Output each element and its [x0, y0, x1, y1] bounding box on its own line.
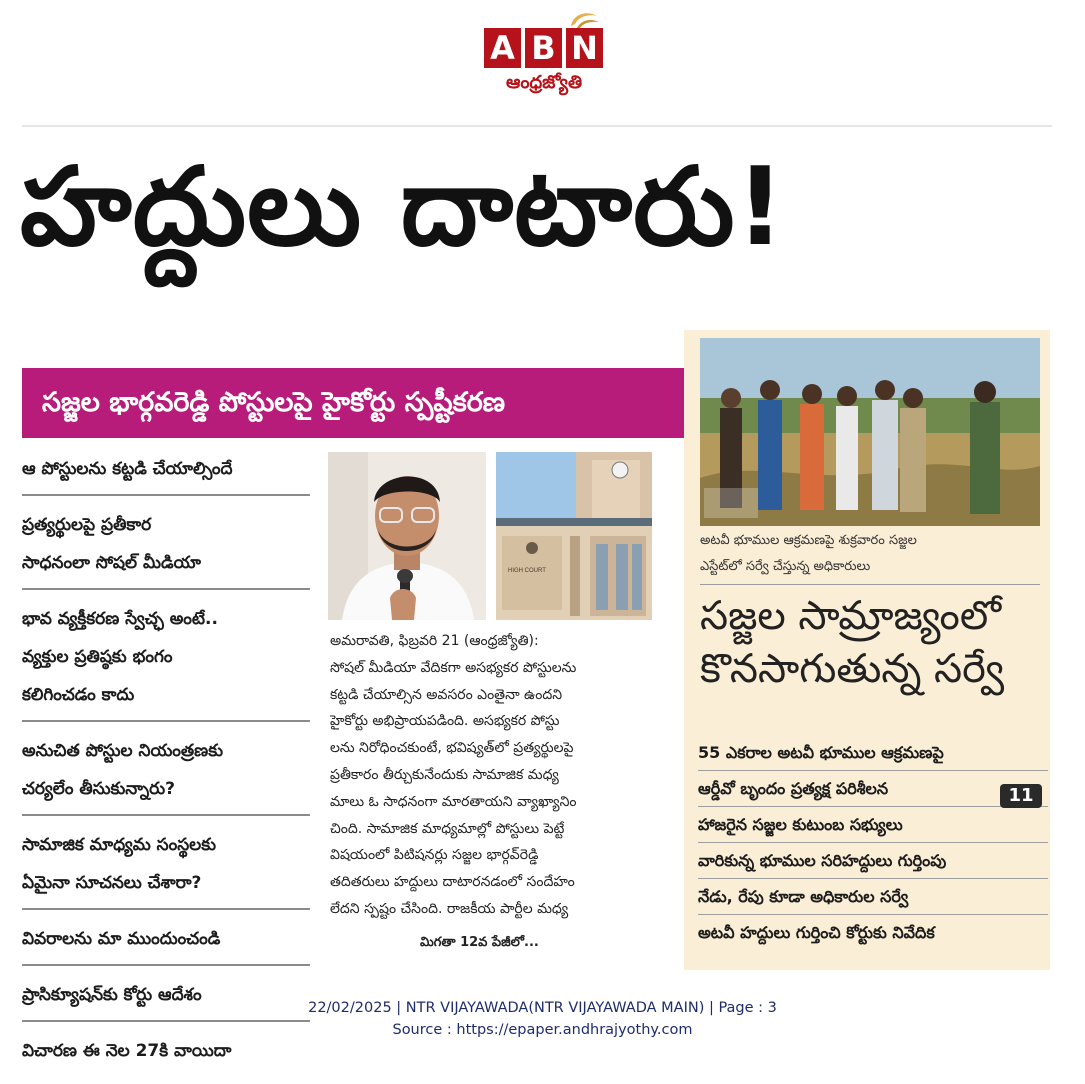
highlight-line: సాధనంలా సోషల్ మీడియా	[22, 553, 201, 573]
logo-letter-n: N	[566, 28, 603, 68]
highlight-item	[22, 918, 310, 966]
highlight-line: కలిగించడం కాదు	[22, 685, 135, 705]
side-point: ఆర్డీవో బృందం ప్రత్యక్ష పరిశీలన	[698, 771, 1048, 807]
survey-photo	[700, 338, 1040, 526]
caption-line: ఎస్టేట్‌లో సర్వే చేస్తున్న అధికారులు	[700, 559, 871, 574]
article-line: ప్రతీకారం తీర్చుకునేందుకు సామాజిక మధ్య	[330, 766, 559, 783]
highlight-line: ఏమైనా సూచనలు చేశారా?	[22, 873, 202, 893]
logo-letter-a: A	[484, 28, 521, 68]
highlight-line: వివరాలను మా ముందుంచండి	[22, 929, 221, 949]
article-line: చింది. సామాజిక మాధ్యమాల్లో పోస్టులు పెట్టే	[330, 820, 565, 837]
side-point: హాజరైన సజ్జల కుటుంబ సభ్యులు	[698, 807, 1048, 843]
article-line: హైకోర్టు అభిప్రాయపడింది. అసభ్యకర పోస్టు	[330, 713, 560, 730]
article-line: కట్టడి చేయాల్సిన అవసరం ఎంతైనా ఉందని	[330, 686, 563, 703]
continued-note: మిగతా 12వ పేజీలో...	[420, 935, 539, 950]
survey-photo-art	[700, 338, 1040, 526]
highlight-line: ఆ పోస్టులను కట్టడి చేయాల్సిందే	[22, 459, 233, 479]
footer-date-edition: 22/02/2025 | NTR VIJAYAWADA(NTR VIJAYAWADA MAIN) | Page : 3	[308, 1000, 777, 1016]
highlight-item	[22, 598, 310, 722]
article-line: తదితరులు హద్దులు దాటారనడంలో సందేహం	[330, 874, 575, 891]
article-line: లేదని స్పష్టం చేసింది. రాజకీయ పార్టీల మధ్య	[330, 900, 569, 917]
side-story-points	[698, 735, 1048, 950]
highlight-line: ప్రాసిక్యూషన్‌కు కోర్టు ఆదేశం	[22, 985, 202, 1005]
logo-swirl-icon	[567, 8, 601, 30]
article-line: అమరావతి, ఫిబ్రవరి 21 (ఆంధ్రజ్యోతి):	[330, 633, 539, 649]
court-sign: HIGH COURT	[508, 568, 546, 574]
side-point: అటవీ హద్దులు గుర్తించి కోర్టుకు నివేదిక	[698, 923, 935, 942]
caption-divider	[700, 584, 1040, 585]
highlight-line: ప్రత్యర్థులపై ప్రతీకార	[22, 515, 152, 535]
article-line: మాలు ఓ సాధనంగా మారతాయని వ్యాఖ్యానిం	[330, 793, 577, 810]
logo-name: ఆంధ్రజ్యోతి	[505, 72, 583, 93]
highlight-line: అనుచిత పోస్టుల నియంత్రణకు	[22, 741, 223, 761]
highlight-item	[22, 448, 310, 496]
logo-letter-b: B	[525, 28, 562, 68]
highlight-item	[22, 504, 310, 590]
top-divider	[22, 125, 1052, 127]
highlight-item	[22, 824, 310, 910]
speaker-photo-art	[328, 452, 486, 620]
speaker-photo	[328, 452, 486, 620]
side-point: 55 ఎకరాల అటవీ భూముల ఆక్రమణపై	[698, 735, 1048, 771]
caption-line: అటవీ భూముల ఆక్రమణపై శుక్రవారం సజ్జల	[700, 533, 917, 548]
highlight-line: విచారణ ఈ నెల 27కి వాయిదా	[22, 1041, 232, 1061]
article-body	[330, 628, 652, 923]
highlight-line: చర్యలేం తీసుకున్నారు?	[22, 779, 175, 799]
side-story-heading	[700, 590, 1045, 696]
abn-logo	[484, 8, 604, 98]
article-line: సోషల్ మీడియా వేదికగా అసభ్యకర పోస్టులను	[330, 659, 577, 676]
side-point: నేడు, రేపు కూడా అధికారుల సర్వే	[698, 879, 1048, 915]
side-point: వారికున్న భూముల సరిహద్దులు గుర్తింపు	[698, 843, 1048, 879]
article-line: విషయంలో పిటిషనర్లు సజ్జల భార్గవ్‌రెడ్డి	[330, 847, 539, 864]
high-court-photo-art	[496, 452, 652, 620]
side-heading-line: సజ్జల సామ్రాజ్యంలో	[700, 593, 1001, 639]
page-number-badge: 11	[1000, 784, 1042, 808]
footer-source-link[interactable]: Source : https://epaper.andhrajyothy.com	[392, 1022, 693, 1038]
main-headline: హద్దులు దాటారు!	[20, 145, 786, 270]
highlight-line: సామాజిక మాధ్యమ సంస్థలకు	[22, 835, 216, 855]
article-line: లను నిరోధించకుంటే, భవిష్యత్‌లో ప్రత్యర్థులపై	[330, 740, 574, 757]
highlight-line: వ్యక్తుల ప్రతిష్ఠకు భంగం	[22, 647, 173, 667]
subhead-bar: సజ్జల భార్గవరెడ్డి పోస్టులపై హైకోర్టు స్పష్టీకరణ	[22, 368, 687, 438]
footer	[0, 997, 1085, 1041]
highlight-item	[22, 730, 310, 816]
high-court-photo	[496, 452, 652, 620]
photo-caption	[700, 528, 1040, 580]
highlights-column	[22, 448, 310, 1084]
side-heading-line: కొనసాగుతున్న సర్వే	[700, 646, 1005, 692]
highlight-line: భావ వ్యక్తీకరణ స్వేచ్ఛ అంటే..	[22, 609, 218, 629]
